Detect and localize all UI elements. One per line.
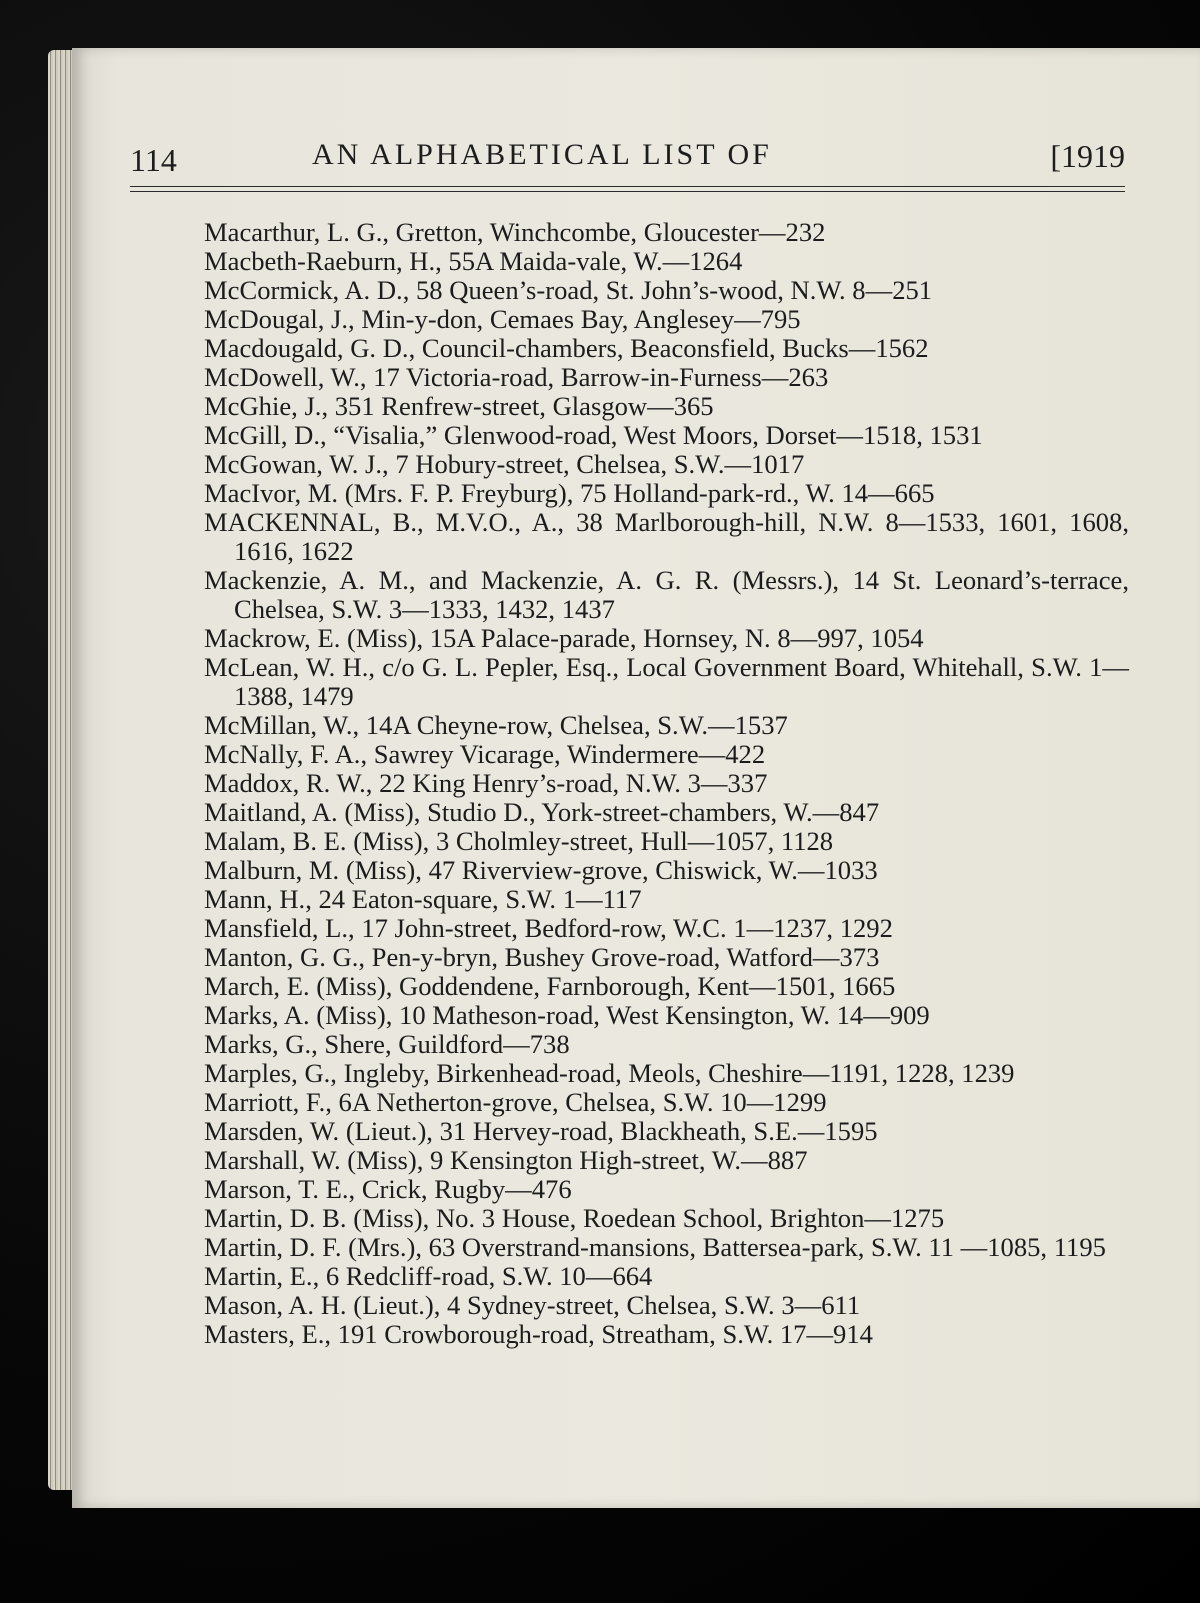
list-entry: Mackrow, E. (Miss), 15A Palace-parade, Hornsey, N. 8—997, 1054 bbox=[204, 623, 924, 653]
list-entry: Macarthur, L. G., Gretton, Winchcombe, Gloucester—232 bbox=[204, 217, 826, 247]
list-entry: Marson, T. E., Crick, Rugby—476 bbox=[204, 1174, 572, 1204]
list-entry: Marples, G., Ingleby, Birkenhead-road, Meols, Cheshire—1191, 1228, 1239 bbox=[204, 1058, 1015, 1088]
list-entry: Martin, D. B. (Miss), No. 3 House, Roedean School, Brighton—1275 bbox=[204, 1203, 945, 1233]
list-entry: MACKENNAL, B., M.V.O., A., 38 Marlborough-hill, N.W. 8—1533, 1601, 1608, 1616, 1622 bbox=[204, 507, 1129, 566]
list-entry: McMillan, W., 14A Cheyne-row, Chelsea, S.W.—1537 bbox=[204, 710, 788, 740]
list-entry: Macdougald, G. D., Council-chambers, Beaconsfield, Bucks—1562 bbox=[204, 333, 929, 363]
list-entry: Manton, G. G., Pen-y-bryn, Bushey Grove-road, Watford—373 bbox=[204, 942, 880, 972]
list-entry: Marks, A. (Miss), 10 Matheson-road, West Kensington, W. 14—909 bbox=[204, 1000, 930, 1030]
header-double-rule bbox=[130, 186, 1125, 192]
page-header bbox=[130, 138, 1125, 182]
list-entry: Marriott, F., 6A Netherton-grove, Chelsea, S.W. 10—1299 bbox=[204, 1087, 827, 1117]
list-entry: Marshall, W. (Miss), 9 Kensington High-street, W.—887 bbox=[204, 1145, 808, 1175]
list-entry: Malam, B. E. (Miss), 3 Cholmley-street, Hull—1057, 1128 bbox=[204, 826, 834, 856]
list-entry: Marsden, W. (Lieut.), 31 Hervey-road, Blackheath, S.E.—1595 bbox=[204, 1116, 878, 1146]
list-entry: Maitland, A. (Miss), Studio D., York-street-chambers, W.—847 bbox=[204, 797, 880, 827]
list-entry: McNally, F. A., Sawrey Vicarage, Windermere—422 bbox=[204, 739, 766, 769]
list-entry: Mason, A. H. (Lieut.), 4 Sydney-street, Chelsea, S.W. 3—611 bbox=[204, 1290, 861, 1320]
year-label: [1919 bbox=[1050, 138, 1125, 174]
list-entry: Marks, G., Shere, Guildford—738 bbox=[204, 1029, 570, 1059]
list-entry: McDougal, J., Min-y-don, Cemaes Bay, Anglesey—795 bbox=[204, 304, 801, 334]
page-number: 114 bbox=[130, 142, 177, 178]
list-entry: Martin, D. F. (Mrs.), 63 Overstrand-mansions, Battersea-park, S.W. 11 —1085, 1195 bbox=[204, 1232, 1106, 1262]
list-entry: Masters, E., 191 Crowborough-road, Streatham, S.W. 17—914 bbox=[204, 1319, 873, 1349]
list-entry: Malburn, M. (Miss), 47 Riverview-grove, Chiswick, W.—1033 bbox=[204, 855, 878, 885]
list-entry: March, E. (Miss), Goddendene, Farnborough, Kent—1501, 1665 bbox=[204, 971, 896, 1001]
entry-list bbox=[204, 218, 1129, 1349]
page-stack-edge bbox=[48, 50, 74, 1490]
list-entry: Mansfield, L., 17 John-street, Bedford-row, W.C. 1—1237, 1292 bbox=[204, 913, 893, 943]
list-entry: McGill, D., “Visalia,” Glenwood-road, West Moors, Dorset—1518, 1531 bbox=[204, 420, 983, 450]
running-title: AN ALPHABETICAL LIST OF bbox=[312, 138, 772, 171]
list-entry: McLean, W. H., c/o G. L. Pepler, Esq., Local Government Board, Whitehall, S.W. 1—1388, 1479 bbox=[204, 652, 1129, 711]
list-entry: Mann, H., 24 Eaton-square, S.W. 1—117 bbox=[204, 884, 642, 914]
list-entry: Mackenzie, A. M., and Mackenzie, A. G. R. (Messrs.), 14 St. Leonard’s-terrace, Chelsea, S.W. 3—1333, 1432, 1437 bbox=[204, 565, 1129, 624]
list-entry: Macbeth-Raeburn, H., 55A Maida-vale, W.—1264 bbox=[204, 246, 743, 276]
list-entry: McGowan, W. J., 7 Hobury-street, Chelsea, S.W.—1017 bbox=[204, 449, 805, 479]
list-entry: McGhie, J., 351 Renfrew-street, Glasgow—365 bbox=[204, 391, 714, 421]
list-entry: McCormick, A. D., 58 Queen’s-road, St. John’s-wood, N.W. 8—251 bbox=[204, 275, 933, 305]
list-entry: Martin, E., 6 Redcliff-road, S.W. 10—664 bbox=[204, 1261, 653, 1291]
list-entry: MacIvor, M. (Mrs. F. P. Freyburg), 75 Holland-park-rd., W. 14—665 bbox=[204, 478, 935, 508]
list-entry: McDowell, W., 17 Victoria-road, Barrow-in-Furness—263 bbox=[204, 362, 829, 392]
list-entry: Maddox, R. W., 22 King Henry’s-road, N.W. 3—337 bbox=[204, 768, 768, 798]
